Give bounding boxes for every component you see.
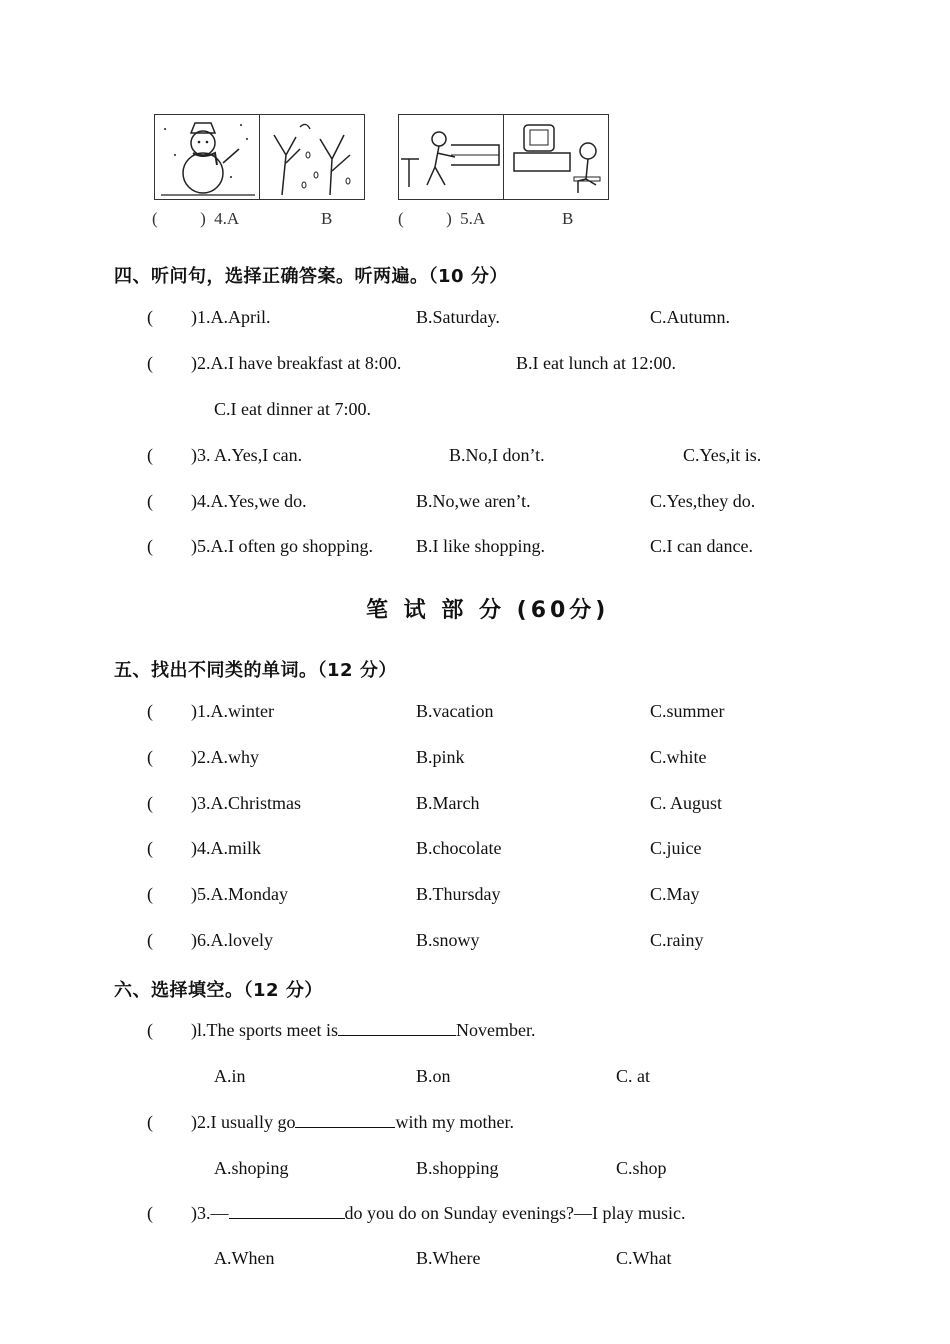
answer-blank[interactable]: ( (147, 445, 153, 465)
s5-q3-option-a: )3.A.Christmas (191, 793, 301, 813)
s5-q3-option-b: B.March (416, 793, 480, 813)
s4-q1-option-c: C.Autumn. (650, 307, 731, 327)
s5-q6-option-c: C.rainy (650, 930, 704, 950)
s6-q1-stem-before: )l.The sports meet is (191, 1020, 338, 1040)
answer-blank[interactable]: ( (147, 536, 153, 556)
s6-q2-option-a: A.shoping (214, 1158, 289, 1178)
picture-5b-child-watching-tv (503, 114, 609, 200)
s4-q1-option-a: )1.A.April. (191, 307, 271, 327)
s6-q3-stem (191, 1203, 685, 1224)
s6-q1-option-c: C. at (616, 1066, 650, 1086)
s4-q3-option-c: C.Yes,it is. (683, 445, 762, 465)
answer-paren-open[interactable]: ( (398, 209, 404, 228)
s6-q2-stem-before: )2.I usually go (191, 1112, 296, 1132)
s6-q1-option-a: A.in (214, 1066, 246, 1086)
s4-q1-option-b: B.Saturday. (416, 307, 500, 327)
s5-q4-option-c: C.juice (650, 838, 702, 858)
picture-4-caption (152, 209, 239, 229)
s6-q2-stem-after: with my mother. (395, 1112, 514, 1132)
s4-q2-option-a: )2.A.I have breakfast at 8:00. (191, 353, 402, 373)
s4-q2-option-b: B.I eat lunch at 12:00. (516, 353, 676, 373)
answer-blank[interactable]: ( (147, 838, 153, 858)
s4-q5-option-c: C.I can dance. (650, 536, 753, 556)
answer-blank[interactable]: ( (147, 793, 153, 813)
s6-q3-option-b: B.Where (416, 1248, 481, 1268)
tv-icon (504, 115, 608, 199)
snowman-icon (155, 115, 259, 199)
answer-blank[interactable]: ( (147, 701, 153, 721)
s6-q1-option-b: B.on (416, 1066, 451, 1086)
s6-q2-option-c: C.shop (616, 1158, 667, 1178)
s5-q2-option-c: C.white (650, 747, 707, 767)
s5-q5-option-b: B.Thursday (416, 884, 501, 904)
s5-q6-option-b: B.snowy (416, 930, 480, 950)
s5-q3-option-c: C. August (650, 793, 723, 813)
s4-q5-option-b: B.I like shopping. (416, 536, 545, 556)
s5-q1-option-c: C.summer (650, 701, 725, 721)
s4-q2-option-c: C.I eat dinner at 7:00. (214, 399, 371, 419)
s6-q3-option-a: A.When (214, 1248, 275, 1268)
answer-paren-open[interactable]: ( (152, 209, 158, 228)
section-6-heading: 六、选择填空。（12 分） (114, 980, 323, 1001)
s5-q1-option-b: B.vacation (416, 701, 494, 721)
answer-blank[interactable]: ( (147, 747, 153, 767)
answer-blank[interactable]: ( (147, 930, 153, 950)
picture-4b-bare-trees (259, 114, 365, 200)
answer-blank[interactable]: ( (147, 1020, 153, 1040)
answer-blank[interactable]: ( (147, 353, 153, 373)
s4-q4-option-b: B.No,we aren’t. (416, 491, 531, 511)
s5-q5-option-c: C.May (650, 884, 700, 904)
s5-q4-option-b: B.chocolate (416, 838, 502, 858)
answer-blank[interactable]: ( (147, 491, 153, 511)
bed-icon (399, 115, 503, 199)
picture-4a-label: 4.A (214, 209, 240, 228)
answer-blank[interactable]: ( (147, 307, 153, 327)
s4-q4-option-c: C.Yes,they do. (650, 491, 756, 511)
answer-blank[interactable]: ( (147, 1112, 153, 1132)
s6-q3-option-c: C.What (616, 1248, 672, 1268)
s6-q3-stem-before: )3.— (191, 1203, 229, 1223)
s5-q2-option-a: )2.A.why (191, 747, 259, 767)
s6-q2-option-b: B.shopping (416, 1158, 499, 1178)
s5-q1-option-a: )1.A.winter (191, 701, 274, 721)
s6-q1-stem (191, 1020, 535, 1041)
s5-q5-option-a: )5.A.Monday (191, 884, 288, 904)
s4-q3-option-a: )3. A.Yes,I can. (191, 445, 303, 465)
picture-5b-label: B (562, 209, 574, 228)
answer-paren-close: ) (200, 209, 206, 228)
picture-5-caption (398, 209, 485, 229)
section-5-heading: 五、找出不同类的单词。（12 分） (114, 660, 397, 681)
picture-5a-label: 5.A (460, 209, 486, 228)
fill-in-blank[interactable] (338, 1021, 456, 1036)
fill-in-blank[interactable] (295, 1113, 395, 1128)
picture-4b-label: B (321, 209, 333, 228)
s5-q4-option-a: )4.A.milk (191, 838, 261, 858)
written-part-title: 笔 试 部 分 (60分) (366, 598, 610, 623)
fill-in-blank[interactable] (229, 1204, 345, 1219)
answer-blank[interactable]: ( (147, 884, 153, 904)
answer-blank[interactable]: ( (147, 1203, 153, 1223)
s5-q6-option-a: )6.A.lovely (191, 930, 273, 950)
s4-q5-option-a: )5.A.I often go shopping. (191, 536, 373, 556)
picture-5a-child-making-bed (398, 114, 504, 200)
s4-q3-option-b: B.No,I don’t. (449, 445, 545, 465)
s6-q3-stem-after: do you do on Sunday evenings?—I play music. (344, 1203, 686, 1223)
picture-4a-snowman (154, 114, 260, 200)
s5-q2-option-b: B.pink (416, 747, 465, 767)
s6-q1-stem-after: November. (455, 1020, 536, 1040)
answer-paren-close: ) (446, 209, 452, 228)
s6-q2-stem (191, 1112, 514, 1133)
tree-icon (260, 115, 364, 199)
section-4-heading: 四、听问句，选择正确答案。听两遍。（10 分） (114, 266, 508, 287)
s4-q4-option-a: )4.A.Yes,we do. (191, 491, 307, 511)
